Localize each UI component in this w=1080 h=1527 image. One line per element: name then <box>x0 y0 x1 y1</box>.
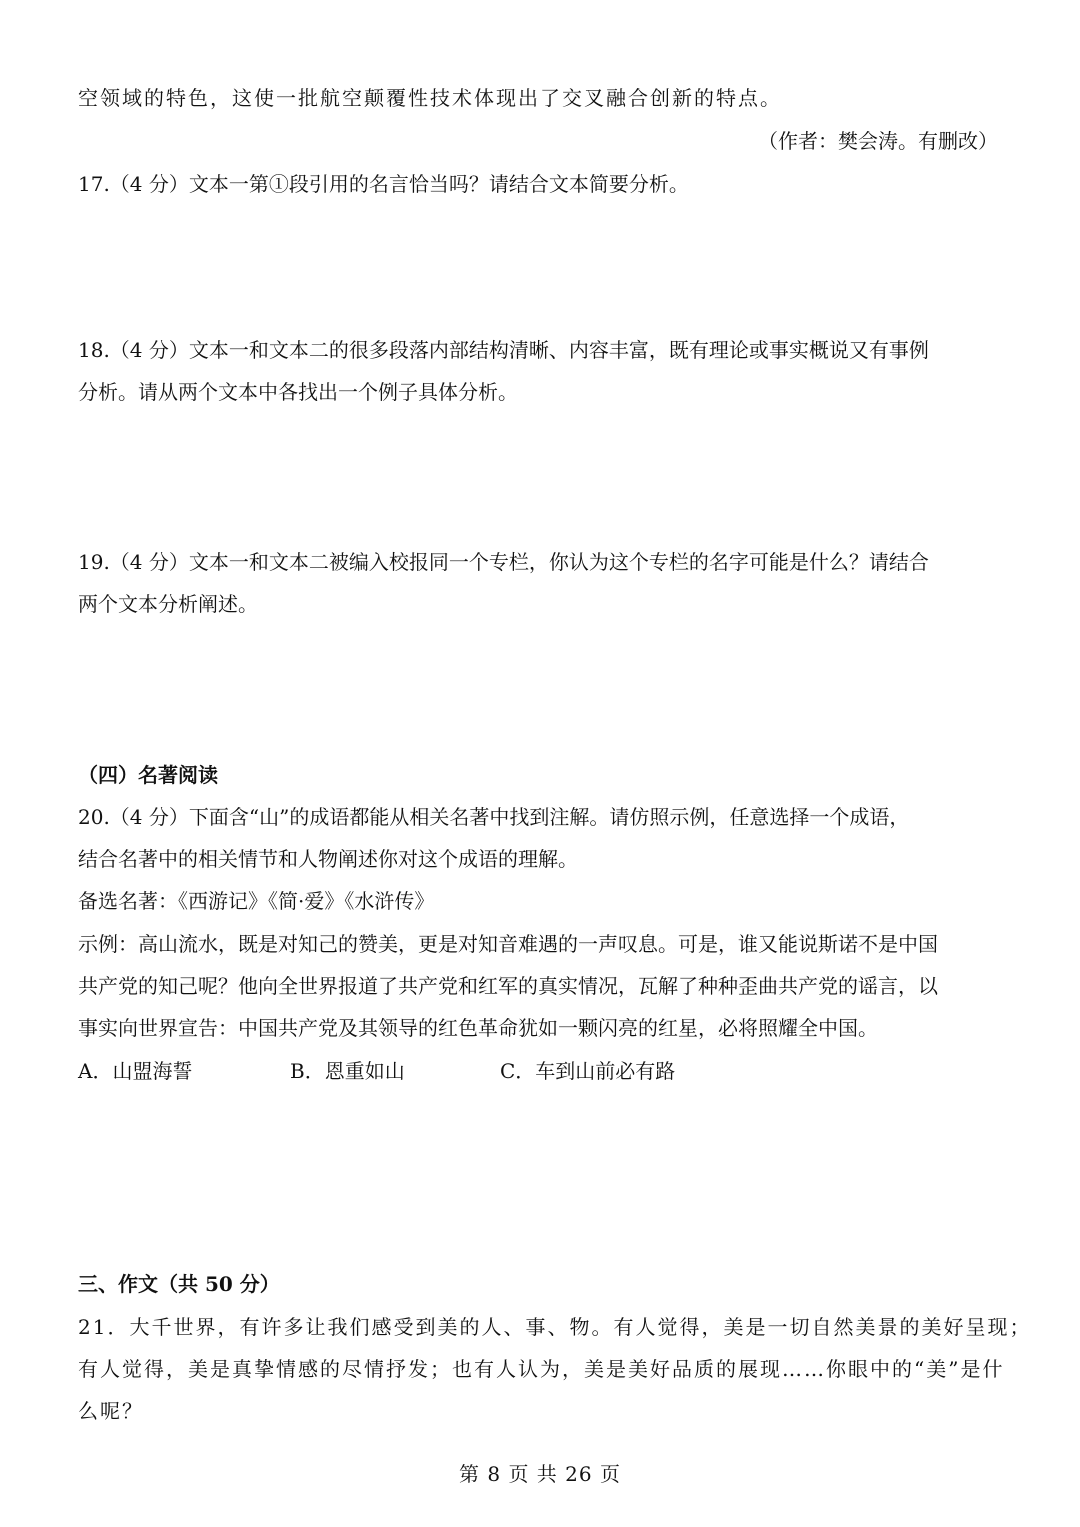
example-line-3: 事实向世界宣告：中国共产党及其领导的红色革命犹如一颗闪亮的红星，必将照耀全中国。 <box>78 1016 878 1040</box>
section-3-heading: 三、作文（共 50 分） <box>78 1272 280 1296</box>
option-a: A．山盟海誓 <box>78 1059 193 1083</box>
option-c: C．车到山前必有路 <box>500 1059 676 1083</box>
question-20-line-1: 20.（4 分）下面含“山”的成语都能从相关名著中找到注解。请仿照示例，任意选择一个成语， <box>78 805 910 829</box>
question-21-line-3: 么呢？ <box>78 1399 144 1423</box>
question-19-line-2: 两个文本分析阐述。 <box>78 592 258 616</box>
page-footer: 第 8 页 共 26 页 <box>459 1462 621 1486</box>
question-19-line-1: 19.（4 分）文本一和文本二被编入校报同一个专栏，你认为这个专栏的名字可能是什么？请结合 <box>78 550 929 574</box>
question-18-line-2: 分析。请从两个文本中各找出一个例子具体分析。 <box>78 380 518 404</box>
passage-closing-line: 空领域的特色，这使一批航空颠覆性技术体现出了交叉融合创新的特点。 <box>78 86 782 110</box>
passage-attribution: （作者：樊会涛。有删改） <box>758 129 998 153</box>
question-21-line-2: 有人觉得，美是真挚情感的尽情抒发；也有人认为，美是美好品质的展现……你眼中的“美”是什 <box>78 1357 1005 1381</box>
question-20-line-2: 结合名著中的相关情节和人物阐述你对这个成语的理解。 <box>78 847 578 871</box>
option-b: B．恩重如山 <box>290 1059 405 1083</box>
example-line-2: 共产党的知己呢？他向全世界报道了共产党和红军的真实情况，瓦解了种种歪曲共产党的谣言，以 <box>78 974 938 998</box>
question-17: 17.（4 分）文本一第①段引用的名言恰当吗？请结合文本简要分析。 <box>78 172 689 196</box>
candidate-books: 备选名著：《西游记》《简·爱》《水浒传》 <box>78 889 435 913</box>
question-21-line-1: 21．大千世界，有许多让我们感受到美的人、事、物。有人觉得，美是一切自然美景的美好呈现； <box>78 1315 1032 1339</box>
example-line-1: 示例：高山流水，既是对知己的赞美，更是对知音难遇的一声叹息。可是，谁又能说斯诺不是中国 <box>78 932 938 956</box>
section-4-heading: （四）名著阅读 <box>78 763 218 787</box>
question-18-line-1: 18.（4 分）文本一和文本二的很多段落内部结构清晰、内容丰富，既有理论或事实概说又有事例 <box>78 338 929 362</box>
